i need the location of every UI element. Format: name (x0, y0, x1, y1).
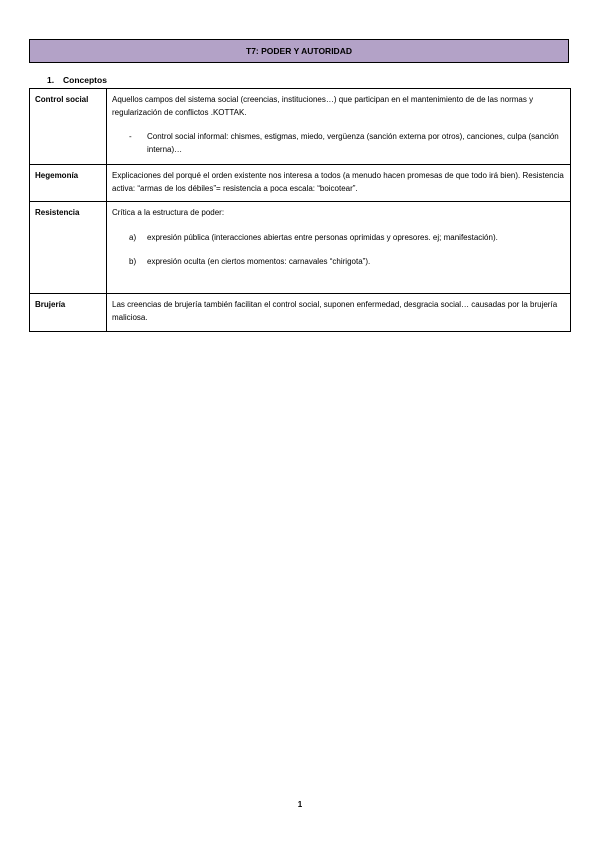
section-heading (47, 75, 107, 85)
concept-definition (107, 294, 571, 332)
section-title: Conceptos (63, 75, 107, 85)
document-title-text: T7: PODER Y AUTORIDAD (246, 46, 352, 56)
concept-definition (107, 202, 571, 294)
concept-term: Resistencia (30, 202, 107, 294)
definition-paragraph: Aquellos campos del sistema social (creencias, instituciones…) que participan en el mantenimiento de de las normas y regularización de conflictos .KOTTAK. (112, 95, 534, 117)
list-item (112, 232, 565, 245)
concept-term: Control social (30, 89, 107, 165)
list-item-text: expresión oculta (en ciertos momentos: carnavales “chirigota”). (147, 257, 371, 266)
concept-row-hegemonia (30, 165, 571, 202)
list-marker: b) (129, 257, 137, 266)
definition-paragraph: Explicaciones del porqué el orden existente nos interesa a todos (a menudo hacen promesas de que todo irá bien). Resistencia activa: “armas de los débiles”= resistencia a poca escala: “boicotear”. (112, 171, 564, 193)
document-title (29, 39, 569, 63)
concept-term: Hegemonía (30, 165, 107, 202)
concept-row-control-social (30, 89, 571, 165)
concept-term: Brujería (30, 294, 107, 332)
definition-paragraph: Crítica a la estructura de poder: (112, 208, 225, 217)
list-item-text: expresión pública (interacciones abiertas entre personas oprimidas y opresores. ej; manifestación). (147, 232, 498, 242)
concept-definition (107, 89, 571, 165)
list-marker: - (129, 132, 132, 141)
section-number: 1. (47, 75, 55, 85)
list-item-text: Control social informal: chismes, estigmas, miedo, vergüenza (sanción externa por otros), canciones, culpa (sanción interna)… (147, 132, 559, 154)
definition-paragraph: Las creencias de brujería también facilitan el control social, suponen enfermedad, desgracia social… causadas por la brujería maliciosa. (112, 300, 558, 322)
definition-list (112, 232, 565, 269)
page-number: 1 (297, 800, 303, 809)
definition-list (112, 131, 565, 156)
list-marker: a) (129, 232, 137, 242)
concepts-table (29, 88, 571, 332)
concept-definition (107, 165, 571, 202)
concept-row-resistencia (30, 202, 571, 294)
concept-row-brujeria (30, 294, 571, 332)
list-item (112, 256, 565, 269)
list-item (112, 131, 565, 156)
